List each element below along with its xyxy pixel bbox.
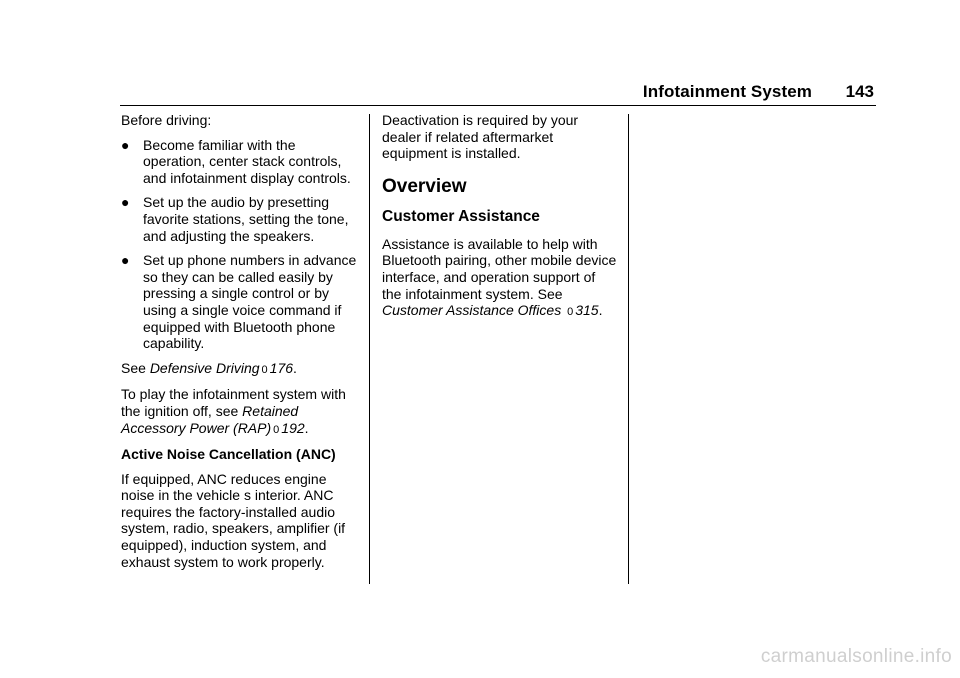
deactivation-paragraph: Deactivation is required by your dealer if related aftermarket equipment is installed. [382, 112, 579, 162]
middle-column [382, 112, 618, 329]
defensive-driving-link[interactable]: Defensive Driving [149, 359, 260, 376]
anc-heading: Active Noise Cancellation (ANC) [121, 446, 336, 463]
rap-page[interactable]: 192 [281, 419, 305, 436]
column-divider-left [369, 114, 370, 584]
page-header [596, 82, 876, 106]
overview-heading: Overview [382, 175, 467, 197]
page-ref-icon: 0 [273, 423, 280, 436]
see-prefix: See [537, 285, 563, 302]
bullet-icon: ● [121, 252, 130, 269]
defensive-driving-page[interactable]: 176 [269, 359, 294, 376]
customer-assistance-link[interactable]: Customer Assistance Offices [382, 302, 562, 319]
bullet-text: Set up the audio by presetting favorite stations, setting the tone, and adjusting the speakers. [143, 194, 349, 244]
anc-paragraph: If equipped, ANC reduces engine noise in the vehicle s interior. ANC requires the factory-installed audio system, radio, speakers, amplifier (if equipped), induction system, and exhaust system to work properly. [121, 470, 346, 570]
list-item [121, 252, 359, 352]
assistance-paragraph [382, 236, 618, 321]
customer-assistance-heading: Customer Assistance [382, 207, 540, 225]
bullet-icon: ● [121, 194, 130, 211]
before-driving-intro: Before driving: [121, 112, 212, 128]
see-prefix: See [121, 359, 146, 376]
column-divider-right [628, 114, 629, 584]
list-item [121, 137, 359, 187]
defensive-driving-reference [121, 360, 359, 379]
page-ref-icon: 0 [567, 306, 574, 319]
period: . [304, 419, 309, 436]
rap-text: To play the infotainment system with the ignition off, see [121, 386, 346, 419]
watermark: carmanualsonline.info [760, 646, 952, 667]
list-item [121, 194, 359, 244]
bullet-icon: ● [121, 136, 130, 153]
bullet-text: Set up phone numbers in advance so they can be called easily by pressing a single control or by using a single voice command if equipped with Bluetooth phone capability. [143, 252, 357, 352]
header-rule [120, 105, 876, 106]
customer-assistance-page[interactable]: 315 [575, 302, 599, 319]
left-column [121, 112, 359, 578]
bullet-text: Become familiar with the operation, center stack controls, and infotainment display controls. [143, 136, 351, 186]
assistance-text: Assistance is available to help with Bluetooth pairing, other mobile device interface, and operation support of the infotainment system. [382, 235, 617, 302]
page-number: 143 [845, 82, 874, 101]
page-title: Infotainment System [642, 82, 812, 101]
rap-paragraph [121, 386, 359, 438]
rap-link[interactable]: Retained Accessory Power (RAP) [121, 402, 299, 436]
period: . [293, 359, 297, 376]
page-ref-icon: 0 [261, 363, 268, 376]
period: . [598, 302, 603, 319]
